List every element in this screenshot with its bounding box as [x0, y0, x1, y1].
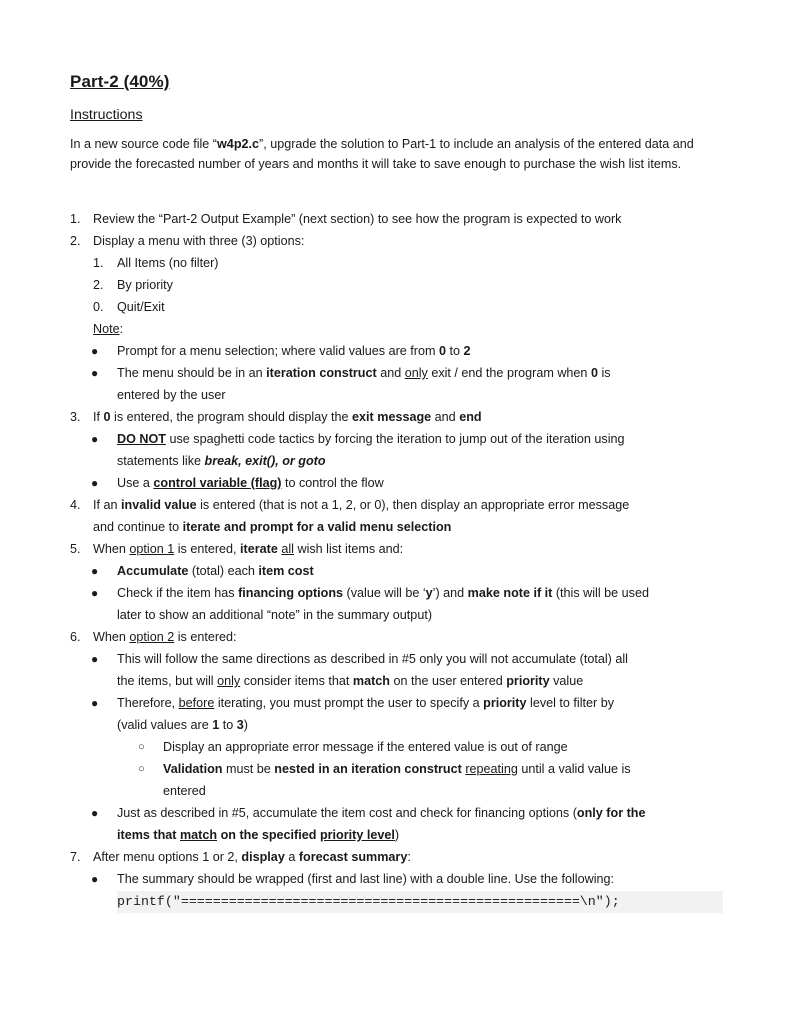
sub-bullet-continuation: entered [163, 784, 206, 798]
step-4: 4. If an invalid value is entered (that is not a 1, 2, or 0), then display an appropriate error message [70, 498, 630, 512]
bullet-item: ● Accumulate (total) each item cost [91, 564, 314, 578]
step-6: 6. When option 2 is entered: [70, 630, 237, 644]
bullet-continuation: later to show an additional “note” in the summary output) [117, 608, 433, 622]
bullet-continuation: entered by the user [117, 388, 226, 402]
bullet-item: ● Use a control variable (flag) to control the flow [91, 476, 384, 490]
bullet-continuation: statements like break, exit(), or goto [117, 454, 326, 468]
bullet-item: ● Just as described in #5, accumulate the item cost and check for financing options (only for the [91, 806, 646, 820]
step-continuation: and continue to iterate and prompt for a valid menu selection [93, 520, 452, 534]
menu-option-1: 1. All Items (no filter) [93, 256, 219, 270]
bullet-item: ● The summary should be wrapped (first and last line) with a double line. Use the following: [91, 872, 615, 886]
sub-bullet-item: ○ Display an appropriate error message if the entered value is out of range [138, 740, 568, 754]
code-snippet: printf("==================================================\n"); [117, 891, 723, 913]
bullet-continuation: the items, but will only consider items that match on the user entered priority value [117, 674, 584, 688]
bullet-continuation: items that match on the specified priority level) [117, 828, 400, 842]
step-1: 1. Review the “Part-2 Output Example” (next section) to see how the program is expected to work [70, 212, 622, 226]
step-7: 7. After menu options 1 or 2, display a forecast summary: [70, 850, 411, 864]
instruction-list [70, 208, 725, 913]
section-subtitle: Instructions [70, 107, 143, 123]
bullet-item: ● Check if the item has financing options (value will be ‘y’) and make note if it (this will be used [91, 586, 649, 600]
bullet-item: ● The menu should be in an iteration construct and only exit / end the program when 0 is [91, 366, 611, 380]
intro-paragraph: In a new source code file “w4p2.c”, upgrade the solution to Part-1 to include an analysis of the entered data and provide the forecasted number of years and months it will take to save enough to purchase the wish list items. [70, 137, 694, 171]
bullet-item: ● DO NOT use spaghetti code tactics by forcing the iteration to jump out of the iteration using [91, 432, 625, 446]
step-3: 3. If 0 is entered, the program should display the exit message and end [70, 410, 482, 424]
sub-bullet-item: ○ Validation must be nested in an iteration construct repeating until a valid value is [138, 762, 631, 776]
step-5: 5. When option 1 is entered, iterate all wish list items and: [70, 542, 404, 556]
note-label: Note: [93, 322, 124, 336]
menu-option-0: 0. Quit/Exit [93, 300, 165, 314]
step-2: 2. Display a menu with three (3) options: [70, 234, 305, 248]
menu-option-2: 2. By priority [93, 278, 173, 292]
bullet-item: ● This will follow the same directions as described in #5 only you will not accumulate (total) all [91, 652, 628, 666]
filename: w4p2.c [217, 137, 260, 151]
bullet-item: ● Therefore, before iterating, you must prompt the user to specify a priority level to filter by [91, 696, 615, 710]
bullet-continuation: (valid values are 1 to 3) [117, 718, 248, 732]
page-title: Part-2 (40%) [70, 72, 170, 91]
code-line-row [70, 890, 725, 913]
bullet-item: ● Prompt for a menu selection; where valid values are from 0 to 2 [91, 344, 471, 358]
